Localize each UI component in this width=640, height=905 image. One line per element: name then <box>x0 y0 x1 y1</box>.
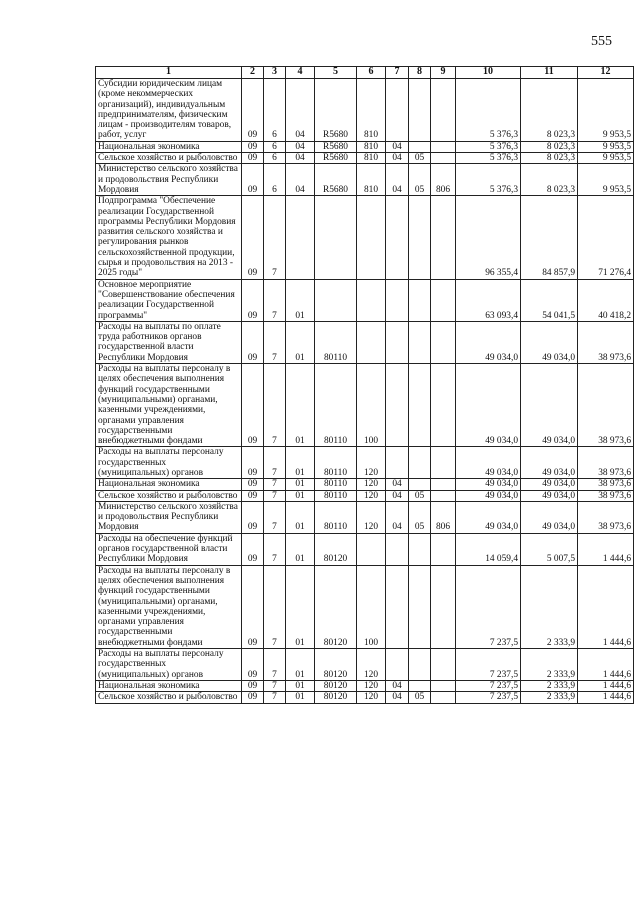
cell-amount: 49 034,0 <box>521 364 578 447</box>
cell-amount: 9 953,5 <box>578 153 634 164</box>
cell-code: 01 <box>286 321 315 363</box>
table-row <box>96 479 634 490</box>
cell-code: 6 <box>264 141 286 152</box>
cell-code: 04 <box>386 692 409 703</box>
column-header: 6 <box>357 67 386 79</box>
cell-code: 05 <box>409 164 431 196</box>
cell-code: 7 <box>264 364 286 447</box>
column-header: 10 <box>456 67 521 79</box>
cell-code <box>409 364 431 447</box>
cell-code: 810 <box>357 164 386 196</box>
cell-code <box>409 196 431 279</box>
cell-code <box>431 141 456 152</box>
cell-code: 810 <box>357 141 386 152</box>
cell-code: 7 <box>264 490 286 501</box>
table-row <box>96 141 634 152</box>
cell-code <box>386 321 409 363</box>
cell-code <box>315 196 357 279</box>
table-row <box>96 680 634 691</box>
cell-code <box>386 364 409 447</box>
cell-code <box>431 533 456 565</box>
table-row <box>96 447 634 479</box>
cell-name: Расходы на обеспечение функций органов государственной власти Республики Мордовия <box>96 533 242 565</box>
cell-code: 09 <box>242 164 264 196</box>
cell-name: Министерство сельского хозяйства и продовольствия Республики Мордовия <box>96 164 242 196</box>
cell-code: 09 <box>242 533 264 565</box>
cell-code: 7 <box>264 649 286 681</box>
cell-code: 09 <box>242 680 264 691</box>
cell-code: 01 <box>286 447 315 479</box>
cell-code: 09 <box>242 196 264 279</box>
cell-code: 120 <box>357 447 386 479</box>
table-row <box>96 501 634 533</box>
cell-code: 01 <box>286 479 315 490</box>
cell-code: 09 <box>242 153 264 164</box>
cell-code <box>357 196 386 279</box>
cell-code: 100 <box>357 364 386 447</box>
cell-amount: 8 023,3 <box>521 153 578 164</box>
table-row <box>96 79 634 142</box>
cell-code <box>409 565 431 648</box>
cell-amount: 1 444,6 <box>578 533 634 565</box>
cell-amount: 2 333,9 <box>521 565 578 648</box>
column-header: 4 <box>286 67 315 79</box>
cell-code: 7 <box>264 447 286 479</box>
cell-code: 01 <box>286 490 315 501</box>
cell-amount: 14 059,4 <box>456 533 521 565</box>
cell-code: R5680 <box>315 153 357 164</box>
cell-code: 7 <box>264 501 286 533</box>
cell-code: 09 <box>242 692 264 703</box>
cell-name: Субсидии юридическим лицам (кроме некоммерческих организаций), индивидуальным предпринимателям, физическим лицам - производителям товаров, работ, услуг <box>96 79 242 142</box>
cell-amount: 38 973,6 <box>578 364 634 447</box>
cell-code <box>409 479 431 490</box>
cell-amount: 2 333,9 <box>521 680 578 691</box>
cell-code <box>409 649 431 681</box>
cell-amount: 49 034,0 <box>456 490 521 501</box>
cell-code <box>386 196 409 279</box>
cell-code <box>357 279 386 321</box>
cell-code: 120 <box>357 501 386 533</box>
cell-code: 80110 <box>315 321 357 363</box>
cell-code <box>431 447 456 479</box>
cell-code <box>431 279 456 321</box>
cell-code: 04 <box>386 490 409 501</box>
cell-amount: 8 023,3 <box>521 164 578 196</box>
cell-code: 6 <box>264 164 286 196</box>
cell-code <box>409 680 431 691</box>
cell-amount: 1 444,6 <box>578 692 634 703</box>
cell-amount: 71 276,4 <box>578 196 634 279</box>
cell-code: 80110 <box>315 490 357 501</box>
cell-code: 09 <box>242 279 264 321</box>
cell-name: Расходы на выплаты персоналу в целях обеспечения выполнения функций государственными (муниципальными) органами, казенными учреждениями, органами управления государственными внебюджетными фондами <box>96 565 242 648</box>
table-row <box>96 692 634 703</box>
cell-code: 05 <box>409 153 431 164</box>
cell-name: Основное мероприятие "Совершенствование обеспечения реализации Государственной программы" <box>96 279 242 321</box>
cell-code: 120 <box>357 649 386 681</box>
cell-amount: 63 093,4 <box>456 279 521 321</box>
cell-amount: 49 034,0 <box>521 479 578 490</box>
cell-code <box>357 321 386 363</box>
cell-code: 09 <box>242 479 264 490</box>
cell-code: 6 <box>264 79 286 142</box>
cell-amount: 2 333,9 <box>521 649 578 681</box>
cell-code <box>431 565 456 648</box>
column-header: 11 <box>521 67 578 79</box>
cell-code <box>386 565 409 648</box>
cell-code: 05 <box>409 501 431 533</box>
cell-code <box>431 153 456 164</box>
cell-code <box>431 79 456 142</box>
cell-code: 80110 <box>315 501 357 533</box>
cell-code <box>431 196 456 279</box>
cell-code: R5680 <box>315 164 357 196</box>
cell-amount: 2 333,9 <box>521 692 578 703</box>
cell-amount: 40 418,2 <box>578 279 634 321</box>
table-row <box>96 364 634 447</box>
cell-name: Расходы на выплаты персоналу государственных (муниципальных) органов <box>96 649 242 681</box>
cell-code <box>386 447 409 479</box>
cell-code <box>409 141 431 152</box>
cell-code <box>409 533 431 565</box>
cell-code: 01 <box>286 692 315 703</box>
cell-code <box>431 490 456 501</box>
cell-code <box>431 321 456 363</box>
cell-code: 04 <box>286 79 315 142</box>
cell-code <box>431 364 456 447</box>
cell-code <box>431 692 456 703</box>
cell-amount: 38 973,6 <box>578 479 634 490</box>
cell-code: 01 <box>286 680 315 691</box>
cell-code: 09 <box>242 490 264 501</box>
cell-code: 7 <box>264 692 286 703</box>
cell-code: 7 <box>264 533 286 565</box>
budget-table <box>95 66 634 704</box>
cell-code: 810 <box>357 79 386 142</box>
cell-code: 120 <box>357 692 386 703</box>
cell-code: 7 <box>264 279 286 321</box>
cell-code: 80110 <box>315 364 357 447</box>
cell-amount: 7 237,5 <box>456 680 521 691</box>
cell-code: 01 <box>286 279 315 321</box>
cell-code: 7 <box>264 680 286 691</box>
cell-code <box>409 321 431 363</box>
cell-amount: 49 034,0 <box>521 501 578 533</box>
cell-amount: 1 444,6 <box>578 680 634 691</box>
cell-code: 09 <box>242 141 264 152</box>
column-header: 9 <box>431 67 456 79</box>
cell-amount: 7 237,5 <box>456 565 521 648</box>
cell-amount: 1 444,6 <box>578 649 634 681</box>
cell-amount: 49 034,0 <box>456 501 521 533</box>
column-header: 12 <box>578 67 634 79</box>
cell-code: 80110 <box>315 447 357 479</box>
cell-code <box>409 447 431 479</box>
cell-amount: 54 041,5 <box>521 279 578 321</box>
cell-name: Национальная экономика <box>96 680 242 691</box>
cell-code: R5680 <box>315 79 357 142</box>
cell-code <box>386 533 409 565</box>
cell-amount: 49 034,0 <box>521 447 578 479</box>
cell-code <box>409 279 431 321</box>
cell-code: 01 <box>286 533 315 565</box>
column-header: 2 <box>242 67 264 79</box>
cell-code <box>357 533 386 565</box>
cell-code: 6 <box>264 153 286 164</box>
cell-code: 80110 <box>315 479 357 490</box>
table-row <box>96 279 634 321</box>
column-header: 7 <box>386 67 409 79</box>
cell-name: Сельское хозяйство и рыболовство <box>96 490 242 501</box>
cell-amount: 49 034,0 <box>456 321 521 363</box>
cell-name: Сельское хозяйство и рыболовство <box>96 692 242 703</box>
table-row <box>96 153 634 164</box>
cell-code <box>386 279 409 321</box>
cell-code: 7 <box>264 479 286 490</box>
header-row <box>96 67 634 79</box>
cell-amount: 9 953,5 <box>578 164 634 196</box>
cell-code: 09 <box>242 501 264 533</box>
cell-amount: 49 034,0 <box>456 447 521 479</box>
cell-name: Министерство сельского хозяйства и продовольствия Республики Мордовия <box>96 501 242 533</box>
cell-code: 100 <box>357 565 386 648</box>
cell-code: 80120 <box>315 692 357 703</box>
cell-amount: 5 376,3 <box>456 141 521 152</box>
cell-amount: 8 023,3 <box>521 141 578 152</box>
cell-name: Подпрограмма "Обеспечение реализации Государственной программы Республики Мордовия развития сельского хозяйства и регулирования рынков сельскохозяйственной продукции, сырья и продовольствия на 2013 - 2025 годы" <box>96 196 242 279</box>
cell-amount: 5 376,3 <box>456 164 521 196</box>
cell-code <box>286 196 315 279</box>
cell-amount: 49 034,0 <box>456 479 521 490</box>
cell-code: 806 <box>431 501 456 533</box>
cell-amount: 49 034,0 <box>456 364 521 447</box>
cell-code: 04 <box>286 141 315 152</box>
cell-code: 04 <box>286 153 315 164</box>
cell-name: Национальная экономика <box>96 141 242 152</box>
cell-amount: 38 973,6 <box>578 447 634 479</box>
column-header: 5 <box>315 67 357 79</box>
cell-code: 04 <box>286 164 315 196</box>
cell-amount: 84 857,9 <box>521 196 578 279</box>
cell-code: 80120 <box>315 649 357 681</box>
cell-code: 01 <box>286 565 315 648</box>
cell-code: 04 <box>386 680 409 691</box>
table-row <box>96 164 634 196</box>
cell-amount: 38 973,6 <box>578 490 634 501</box>
cell-code <box>386 79 409 142</box>
cell-code: 09 <box>242 447 264 479</box>
cell-code: 120 <box>357 680 386 691</box>
cell-code: 01 <box>286 364 315 447</box>
cell-amount: 5 007,5 <box>521 533 578 565</box>
cell-name: Расходы на выплаты персоналу государственных (муниципальных) органов <box>96 447 242 479</box>
cell-code: 80120 <box>315 533 357 565</box>
cell-name: Национальная экономика <box>96 479 242 490</box>
cell-code: 01 <box>286 649 315 681</box>
table-row <box>96 321 634 363</box>
cell-code: 80120 <box>315 565 357 648</box>
cell-amount: 7 237,5 <box>456 649 521 681</box>
cell-code: 09 <box>242 649 264 681</box>
cell-amount: 5 376,3 <box>456 79 521 142</box>
cell-code: 7 <box>264 196 286 279</box>
cell-code: 09 <box>242 321 264 363</box>
page-number: 555 <box>591 34 612 49</box>
cell-code: 01 <box>286 501 315 533</box>
cell-code: 09 <box>242 364 264 447</box>
cell-code: 04 <box>386 501 409 533</box>
table-row <box>96 196 634 279</box>
cell-amount: 49 034,0 <box>521 321 578 363</box>
cell-amount: 49 034,0 <box>521 490 578 501</box>
column-header: 3 <box>264 67 286 79</box>
table-row <box>96 649 634 681</box>
cell-name: Сельское хозяйство и рыболовство <box>96 153 242 164</box>
column-header: 8 <box>409 67 431 79</box>
cell-code: 7 <box>264 321 286 363</box>
cell-name: Расходы на выплаты по оплате труда работников органов государственной власти Республики Мордовия <box>96 321 242 363</box>
table-row <box>96 533 634 565</box>
cell-code: 05 <box>409 490 431 501</box>
cell-code: 7 <box>264 565 286 648</box>
cell-code: 04 <box>386 164 409 196</box>
cell-amount: 38 973,6 <box>578 501 634 533</box>
cell-code <box>431 479 456 490</box>
cell-code: 80120 <box>315 680 357 691</box>
cell-code: 04 <box>386 153 409 164</box>
table-row <box>96 490 634 501</box>
cell-amount: 1 444,6 <box>578 565 634 648</box>
cell-code: 09 <box>242 79 264 142</box>
cell-code: 806 <box>431 164 456 196</box>
cell-code <box>409 79 431 142</box>
cell-code <box>315 279 357 321</box>
cell-code: 810 <box>357 153 386 164</box>
cell-code <box>386 649 409 681</box>
cell-code: R5680 <box>315 141 357 152</box>
table-row <box>96 565 634 648</box>
cell-code: 04 <box>386 479 409 490</box>
cell-code: 120 <box>357 490 386 501</box>
cell-code <box>431 649 456 681</box>
cell-name: Расходы на выплаты персоналу в целях обеспечения выполнения функций государственными (муниципальными) органами, казенными учреждениями, органами управления государственными внебюджетными фондами <box>96 364 242 447</box>
cell-amount: 7 237,5 <box>456 692 521 703</box>
cell-code: 04 <box>386 141 409 152</box>
column-header: 1 <box>96 67 242 79</box>
cell-amount: 5 376,3 <box>456 153 521 164</box>
cell-code: 09 <box>242 565 264 648</box>
cell-amount: 96 355,4 <box>456 196 521 279</box>
cell-code <box>431 680 456 691</box>
cell-amount: 38 973,6 <box>578 321 634 363</box>
cell-amount: 8 023,3 <box>521 79 578 142</box>
cell-code: 05 <box>409 692 431 703</box>
cell-amount: 9 953,5 <box>578 79 634 142</box>
cell-amount: 9 953,5 <box>578 141 634 152</box>
cell-code: 120 <box>357 479 386 490</box>
